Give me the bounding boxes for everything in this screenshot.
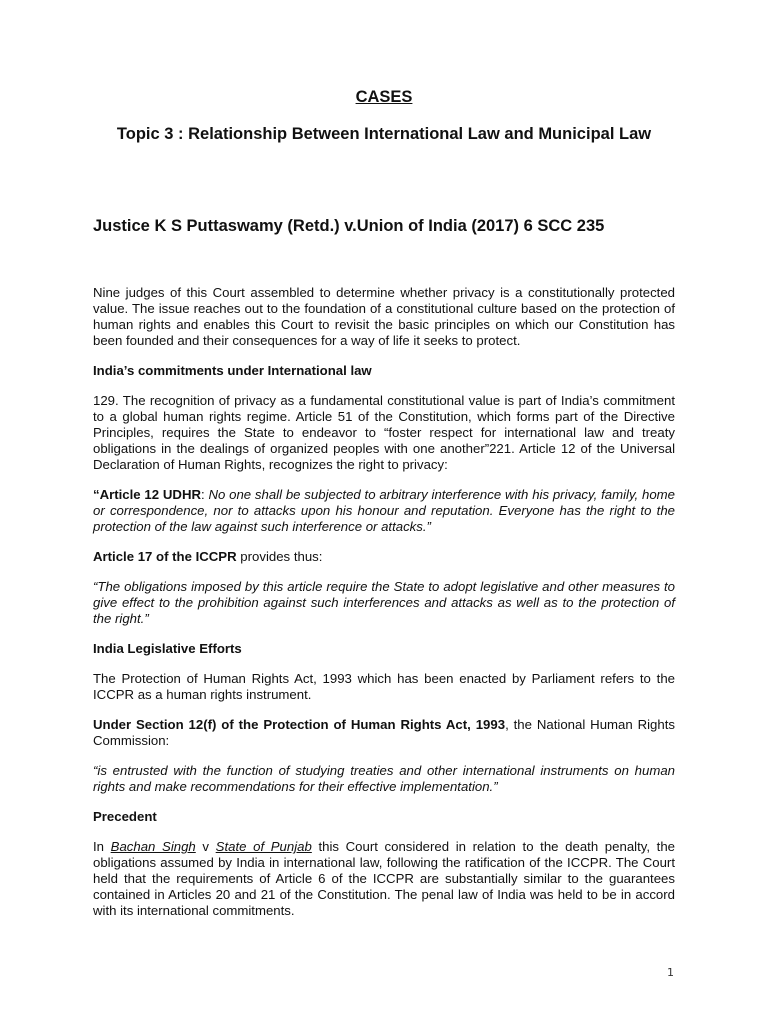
iccpr-label: Article 17 of the ICCPR [93,549,237,564]
case-name-state-of-punjab: State of Punjab [215,839,312,854]
iccpr-quote [93,579,675,627]
section-12-quote [93,763,675,795]
iccpr-intro [93,549,675,565]
precedent-rest: this Court considered in relation to the death penalty, the obligations assumed by India in international law, following the ratification of the ICCPR. The Court held that the requirements of Article 6 of the ICCPR are substantially similar to the guarantees contained in Articles 20 and 21 of the Constitution. The penal law of India was held to be in accord with its international commitments. [93,839,676,918]
intro-paragraph: Nine judges of this Court assembled to determine whether privacy is a constitutionally protected value. The issue reaches out to the foundation of a constitutional culture based on the protection of human rights and enables this Court to revisit the basic principles on which our Constitution has been founded and their consequences for a way of life it seeks to protect. [93,285,675,348]
page-number: 1 [667,966,674,979]
phra-paragraph: The Protection of Human Rights Act, 1993 which has been enacted by Parliament refers to the ICCPR as a human rights instrument. [93,671,675,702]
udhr-label: “Article 12 UDHR [93,487,201,502]
section-heading-precedent: Precedent [93,809,157,824]
section-12-quote-text: “is entrusted with the function of studying treaties and other international instruments on human rights and make recommendations for their effective implementation.” [93,763,675,794]
document-body [93,285,675,933]
precedent-paragraph [93,839,675,919]
section-heading-legislative-efforts: India Legislative Efforts [93,641,242,656]
iccpr-rest: provides thus: [236,549,323,564]
case-title: Justice K S Puttaswamy (Retd.) v.Union of India (2017) 6 SCC 235 [93,217,605,235]
section-12-rest: , the National Human Rights Commission: [93,717,675,748]
udhr-paragraph [93,487,675,535]
page-heading: CASES [355,88,413,106]
section-12-label: Under Section 12(f) of the Protection of Human Rights Act, 1993 [93,717,506,732]
paragraph-129: 129. The recognition of privacy as a fundamental constitutional value is part of India’s commitment to a global human rights regime. Article 51 of the Constitution, which forms part of the Directive Principles, requires the State to endeavor to “foster respect for international law and treaty obligations in the dealings of organized peoples with one another”221. Article 12 of the Universal Declaration of Human Rights, recognizes the right to privacy: [93,393,675,472]
topic-title: Topic 3 : Relationship Between International Law and Municipal Law [116,125,652,143]
section-heading-international-law: India’s commitments under International law [93,363,372,378]
case-name-bachan-singh: Bachan Singh [110,839,196,854]
precedent-v: v [195,839,216,854]
udhr-text: No one shall be subjected to arbitrary interference with his privacy, family, home or correspondence, nor to attacks upon his honour and reputation. Everyone has the right to the protection of the law against such interference or attacks.” [93,487,676,534]
precedent-in: In [93,839,111,854]
udhr-colon: : [201,487,209,502]
section-12-paragraph [93,717,675,749]
iccpr-quote-text: “The obligations imposed by this article require the State to adopt legislative and other measures to give effect to the prohibition against such interferences and attacks as well as to the protection of the right.” [93,579,675,626]
